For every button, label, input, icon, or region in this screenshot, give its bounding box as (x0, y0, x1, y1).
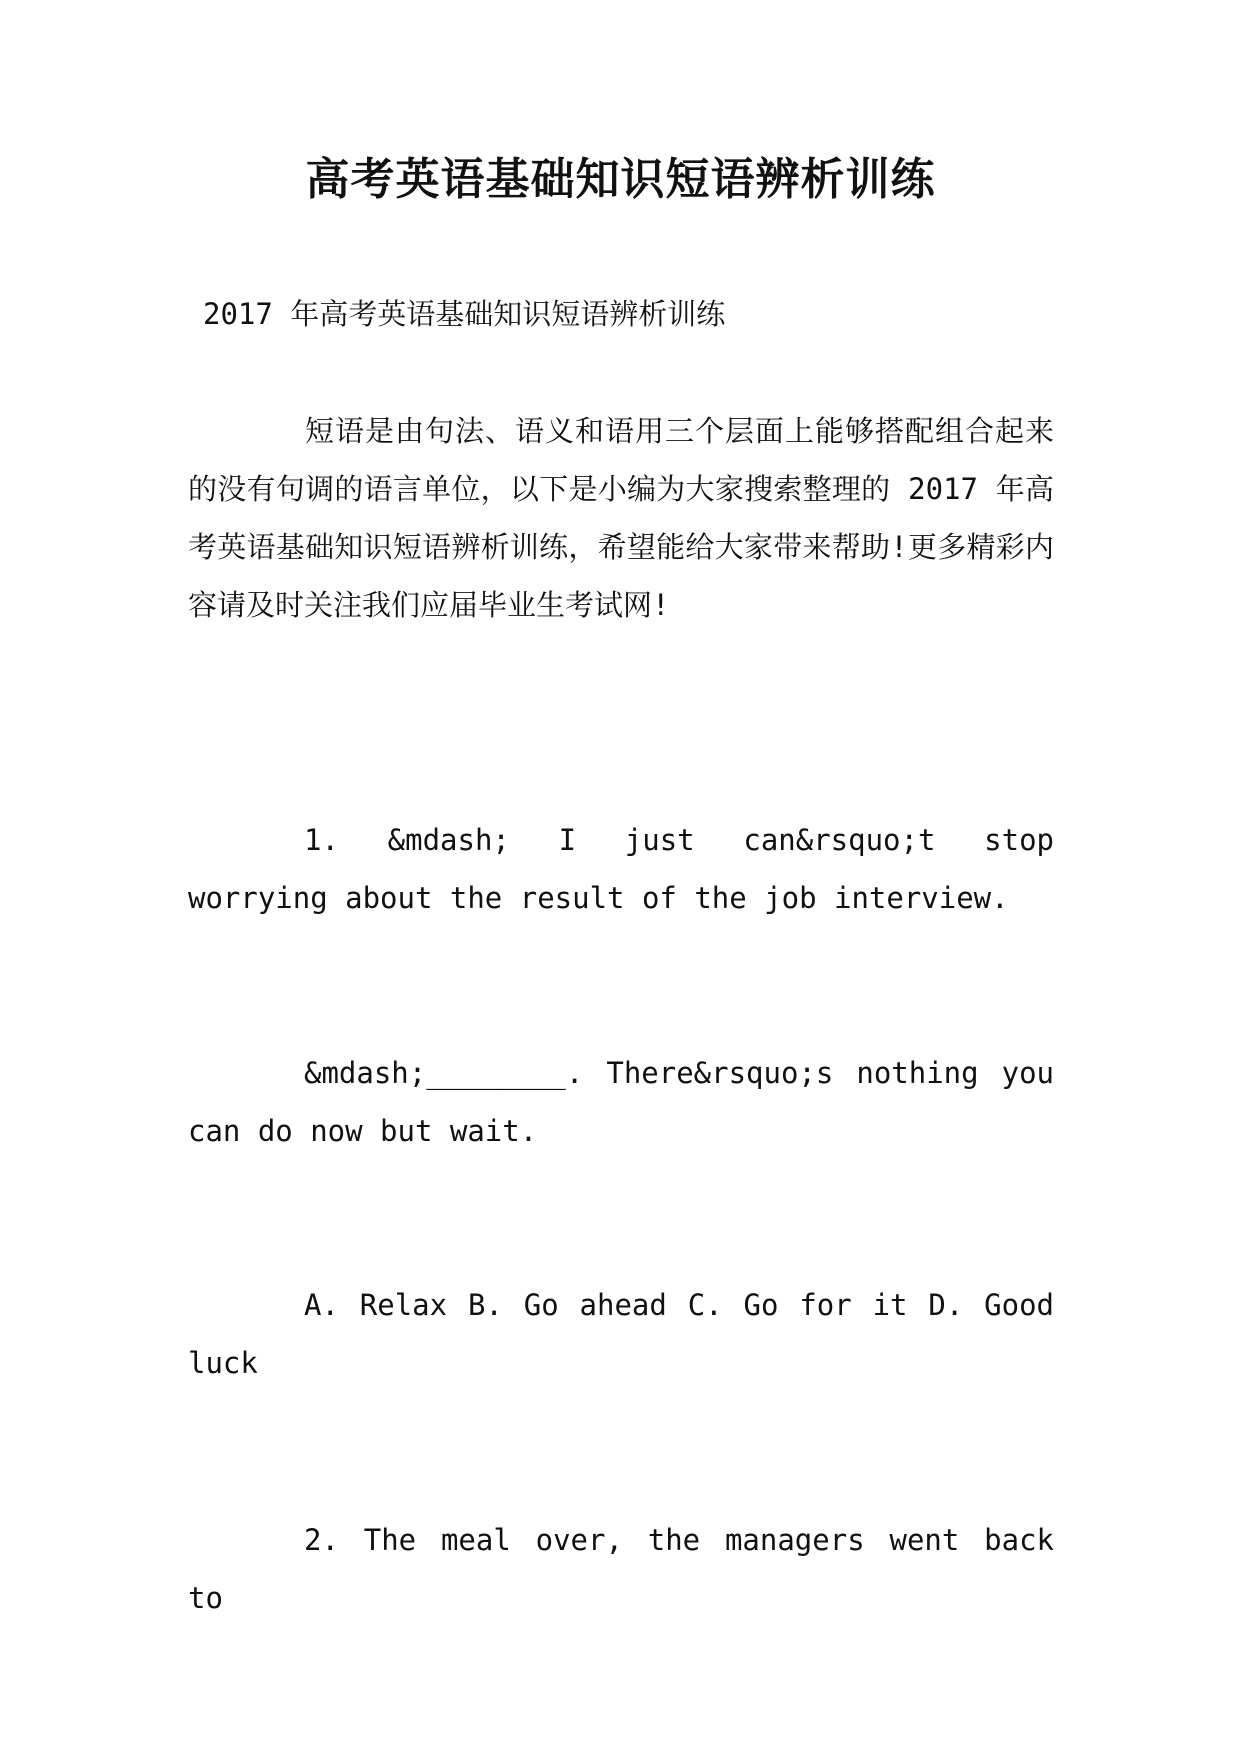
question-1-response-text: &mdash;________. There&rsquo;s nothing you can do now but wait. (188, 1056, 1054, 1148)
question-1-options (188, 1276, 1054, 1392)
document-subtitle: 2017 年高考英语基础知识短语辨析训练 (203, 297, 726, 331)
question-2-prompt (188, 1511, 1054, 1627)
question-1-prompt (188, 811, 1054, 927)
intro-paragraph-text: 短语是由句法、语义和语用三个层面上能够搭配组合起来的没有句调的语言单位，以下是小编为大家搜索整理的 2017 年高考英语基础知识短语辨析训练，希望能给大家带来帮助!更多精彩内容请及时关注我们应届毕业生考试网! (188, 414, 1054, 622)
question-1-response (188, 1044, 1054, 1160)
question-1-prompt-text: 1. &mdash; I just can&rsquo;t stop worrying about the result of the job interview. (188, 823, 1054, 915)
intro-paragraph (188, 402, 1054, 634)
question-2-prompt-text: 2. The meal over, the managers went back to (188, 1523, 1054, 1615)
question-1-options-text: A. Relax B. Go ahead C. Go for it D. Good luck (188, 1288, 1054, 1380)
document-title: 高考英语基础知识短语辨析训练 (305, 154, 936, 205)
